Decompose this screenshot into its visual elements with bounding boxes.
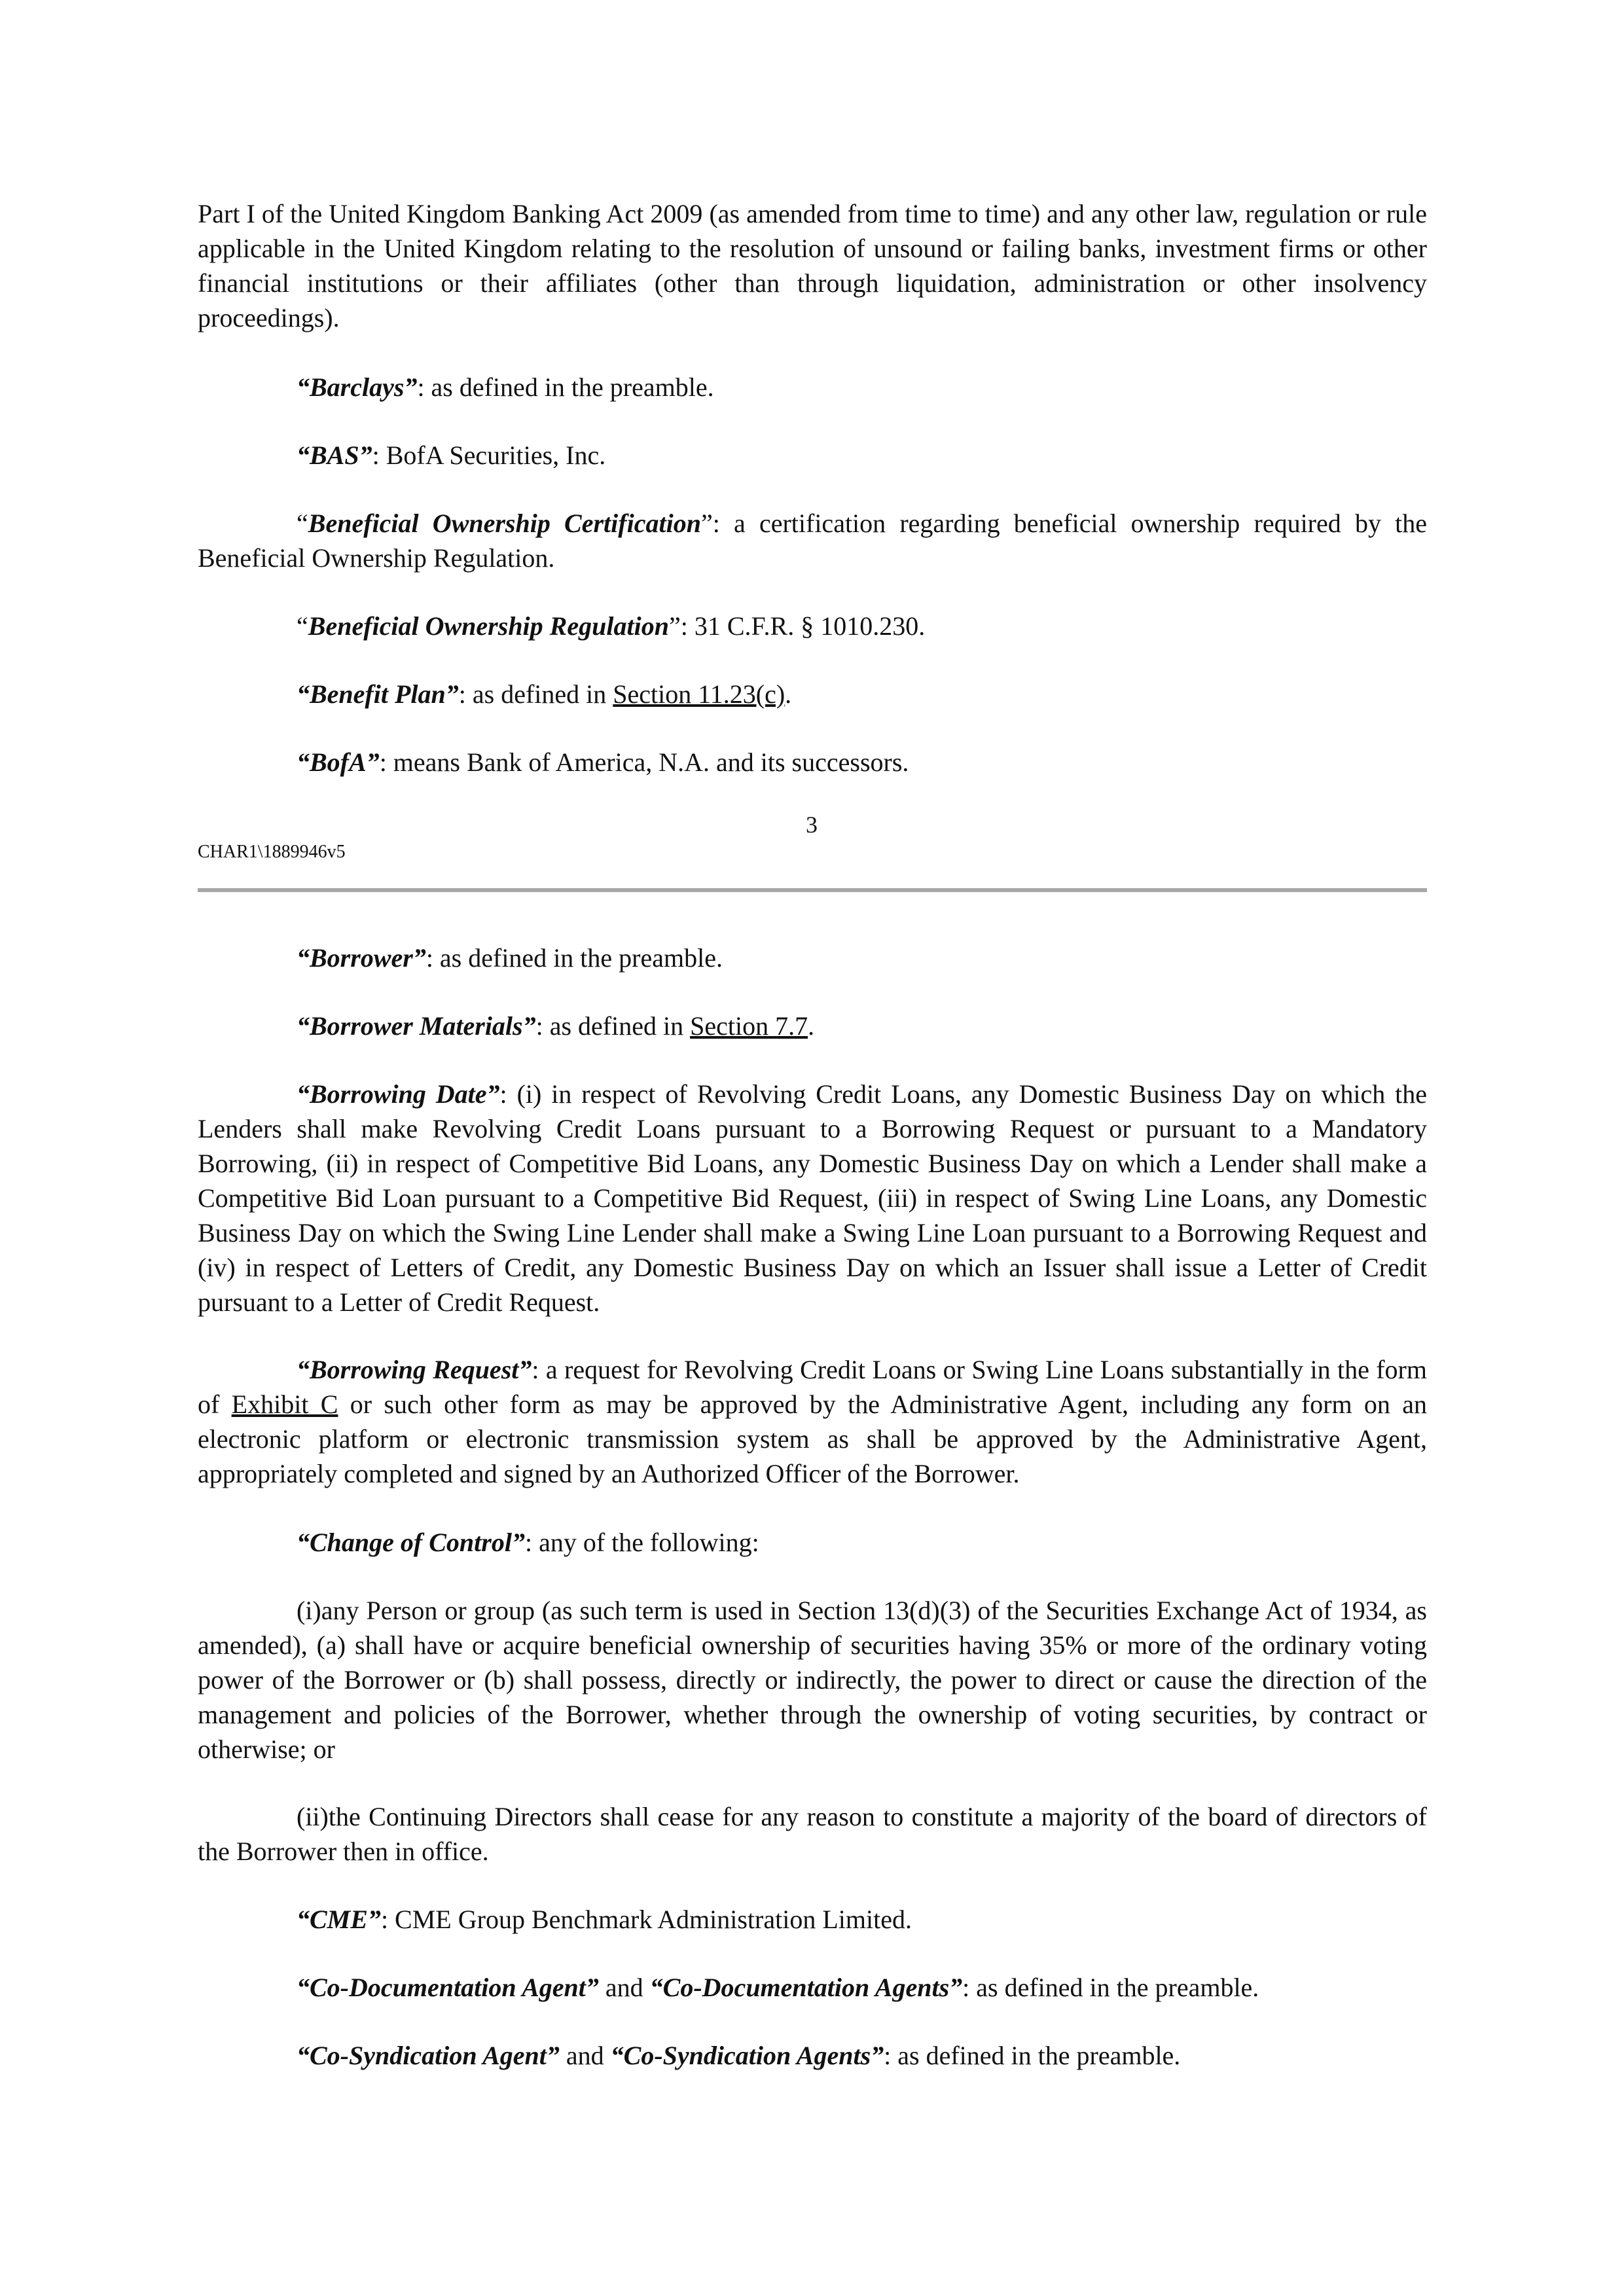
definition-change-of-control	[297, 1525, 1427, 1560]
definition-barclays	[297, 370, 1427, 404]
definition-text-end: or such other form as may be approved by the Administrative Agent, including any form on an electronic platform or electronic transmission system as shall be approved by the Administrative Agent, appropriately completed and signed by an Authorized Officer of the Borrower.	[198, 1390, 1428, 1488]
definition-bofa	[297, 745, 1427, 780]
defined-term: “BAS”	[297, 440, 372, 470]
close-quote: ”	[668, 611, 681, 641]
defined-term: “Co-Syndication Agent”	[297, 2041, 560, 2070]
open-quote: “	[297, 611, 308, 641]
definition-text: : as defined in the preamble.	[884, 2041, 1181, 2070]
defined-term: “Borrowing Date”	[297, 1079, 500, 1109]
defined-term: “Borrowing Request”	[297, 1355, 532, 1384]
defined-term-plural: “Co-Syndication Agents”	[610, 2041, 884, 2070]
conjunction: and	[559, 2041, 611, 2070]
defined-term: “Change of Control”	[297, 1528, 525, 1557]
definition-benefit-plan	[297, 677, 1427, 711]
definition-text: : as defined in the preamble.	[425, 943, 723, 973]
conjunction: and	[598, 1973, 650, 2002]
definition-beneficial-ownership-regulation	[297, 609, 1427, 643]
defined-term: Beneficial Ownership Regulation	[308, 611, 669, 641]
definition-borrowing-request	[198, 1352, 1427, 1491]
definition-text: : 31 C.F.R. § 1010.230.	[680, 611, 926, 641]
open-quote: “	[297, 509, 308, 538]
defined-term: Beneficial Ownership Certification	[308, 509, 701, 538]
definition-text: : means Bank of America, N.A. and its successors.	[379, 747, 909, 777]
defined-term: “Benefit Plan”	[297, 679, 459, 709]
defined-term: “Borrower”	[297, 943, 426, 973]
clause-text: (i)any Person or group (as such term is used in Section 13(d)(3) of the Securities Exchange Act of 1934, as amended), (a) shall have or acquire beneficial ownership of securities having 35% or more of the ordinary voting power of the Borrower or (b) shall possess, directly or indirectly, the power to direct or cause the direction of the management and policies of the Borrower, whether through the ownership of voting securities, by contract or otherwise; or	[198, 1596, 1427, 1764]
exhibit-cross-reference-link[interactable]: Exhibit C	[231, 1390, 338, 1419]
definition-bas	[297, 438, 1427, 473]
definition-beneficial-ownership-certification	[198, 506, 1427, 575]
close-quote: ”	[700, 509, 713, 538]
definition-text: : as defined in the preamble.	[417, 372, 714, 402]
change-of-control-clause-i	[198, 1593, 1427, 1767]
defined-term-plural: “Co-Documentation Agents”	[649, 1973, 963, 2002]
definition-co-syndication-agent	[297, 2038, 1427, 2073]
definition-text: : (i) in respect of Revolving Credit Loans, any Domestic Business Day on which the Lenders shall make Revolving Credit Loans pursuant to a Borrowing Request or pursuant to a Mandatory Borrowing, (ii) in respect of Competitive Bid Loans, any Domestic Business Day on which a Lender shall make a Competitive Bid Loan pursuant to a Competitive Bid Request, (iii) in respect of Swing Line Loans, any Domestic Business Day on which the Swing Line Lender shall make a Swing Line Loan pursuant to a Borrowing Request and (iv) in respect of Letters of Credit, any Domestic Business Day on which an Issuer shall issue a Letter of Credit pursuant to a Letter of Credit Request.	[198, 1079, 1427, 1317]
definition-text: : BofA Securities, Inc.	[372, 440, 606, 470]
defined-term: “Co-Documentation Agent”	[297, 1973, 599, 2002]
definition-borrowing-date	[198, 1077, 1427, 1319]
intro-paragraph-text: Part I of the United Kingdom Banking Act 2009 (as amended from time to time) and any other law, regulation or rule applicable in the United Kingdom relating to the resolution of unsound or failing banks, investment firms or other financial institutions or their affiliates (other than through liquidation, administration or other insolvency proceedings).	[198, 199, 1427, 332]
defined-term: “Borrower Materials”	[297, 1011, 536, 1041]
definition-cme	[297, 1902, 1427, 1937]
section-cross-reference-link[interactable]: Section 11.23(c)	[613, 679, 785, 709]
definition-text: : as defined in	[535, 1011, 691, 1041]
document-id: CHAR1\1889946v5	[198, 842, 346, 862]
definition-text: : as defined in	[458, 679, 613, 709]
definition-co-documentation-agent	[297, 1970, 1427, 2005]
defined-term: “CME”	[297, 1905, 381, 1934]
defined-term: “BofA”	[297, 747, 380, 777]
definition-text: : a request for Revolving Credit Loans or Swing Line Loans substantially in the form of	[198, 1355, 1427, 1419]
definition-text-end: .	[808, 1011, 815, 1041]
definition-text: : as defined in the preamble.	[962, 1973, 1259, 2002]
section-cross-reference-link[interactable]: Section 7.7	[690, 1011, 808, 1041]
definition-text: : a certification regarding beneficial ownership required by the Beneficial Ownership Regulation.	[198, 509, 1427, 573]
page-divider	[198, 888, 1427, 892]
clause-text: (ii)the Continuing Directors shall cease for any reason to constitute a majority of the board of directors of the Borrower then in office.	[198, 1802, 1427, 1866]
page-number: 3	[806, 812, 818, 838]
definition-borrower	[297, 941, 1427, 975]
definition-text: : CME Group Benchmark Administration Limited.	[380, 1905, 912, 1934]
defined-term: “Barclays”	[297, 372, 418, 402]
intro-paragraph	[198, 196, 1427, 335]
change-of-control-clause-ii	[198, 1799, 1427, 1869]
definition-text-end: .	[785, 679, 792, 709]
definition-borrower-materials	[297, 1009, 1427, 1043]
definition-text: : any of the following:	[524, 1528, 759, 1557]
